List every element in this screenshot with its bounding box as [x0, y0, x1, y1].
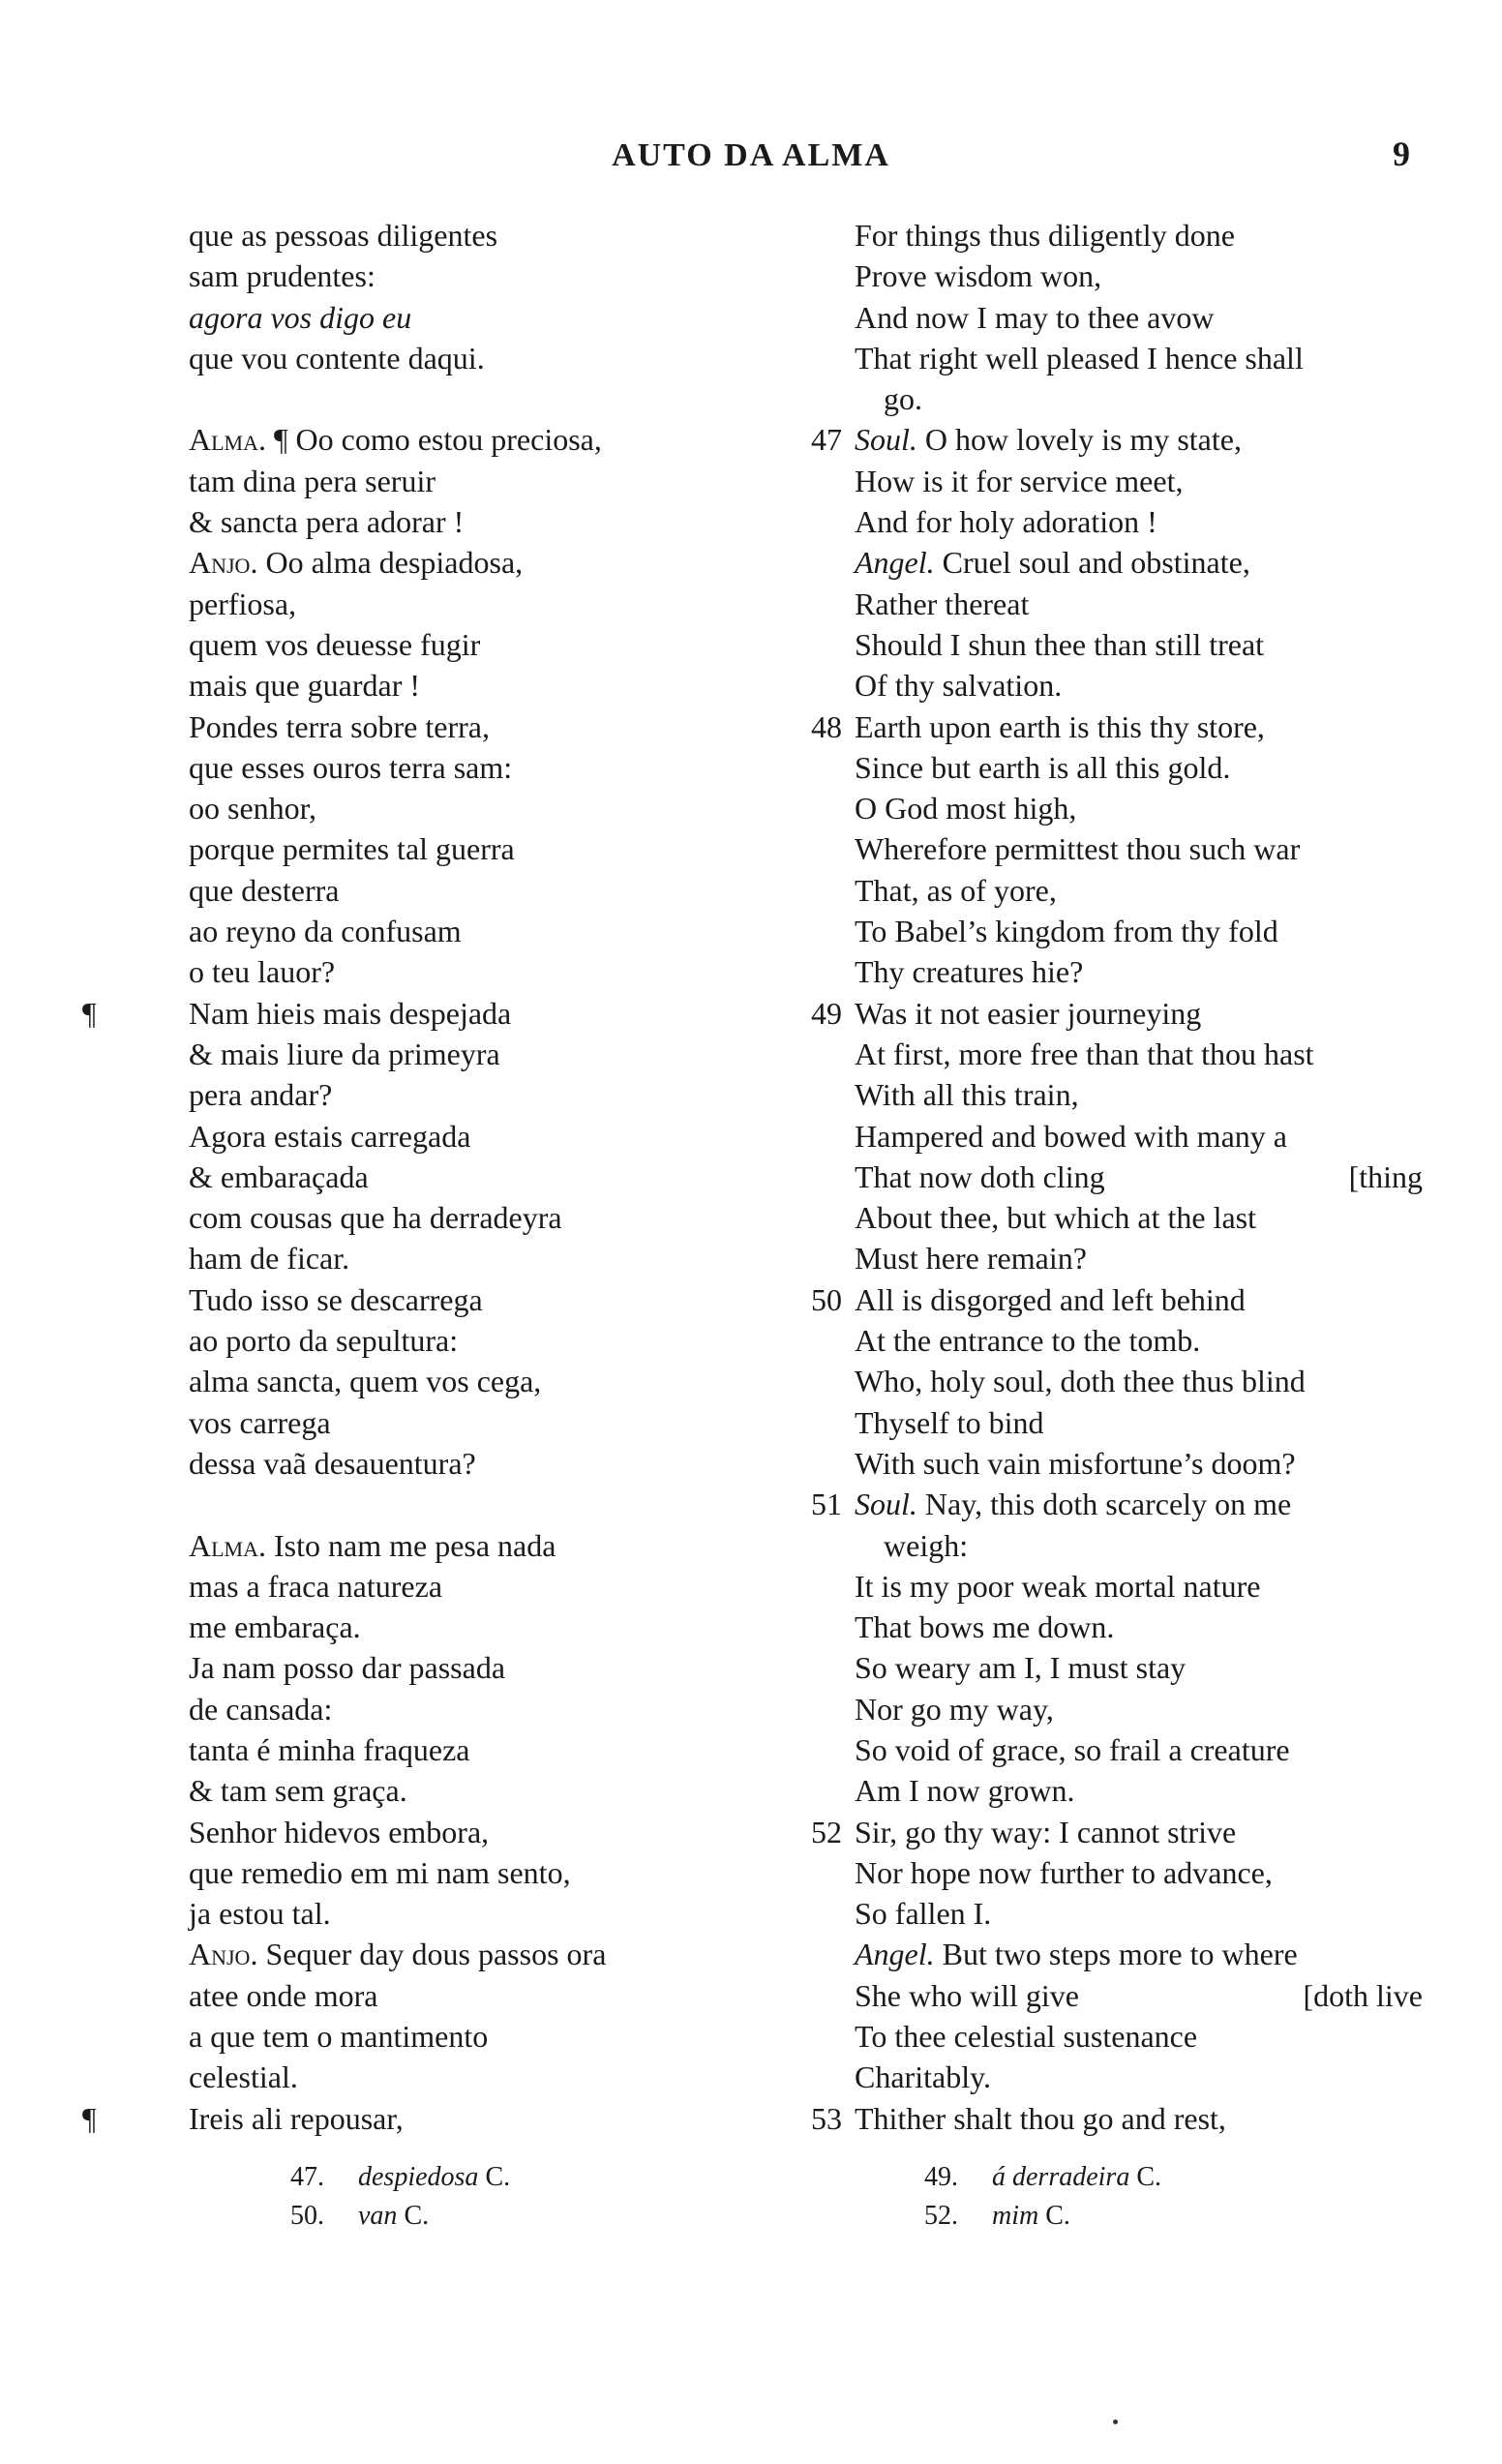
verse-text: She who will give — [855, 1977, 1079, 2013]
verse-line — [126, 1320, 726, 1361]
verse-line — [126, 1157, 726, 1197]
verse-text: Ja nam posso dar passada — [189, 1650, 506, 1686]
verse-text: That, as of yore, — [855, 872, 1057, 908]
verse-text: And for holy adoration ! — [855, 504, 1157, 540]
verse-text: Must here remain? — [855, 1241, 1087, 1277]
verse-text: alma sancta, quem vos cega, — [189, 1364, 542, 1399]
verse-line — [126, 1361, 726, 1401]
verse-text: & mais liure da primeyra — [189, 1036, 500, 1071]
footnote-number: 49. — [924, 2162, 958, 2192]
verse-text: ham de ficar. — [189, 1241, 350, 1277]
stanza-number: 52 — [811, 1814, 842, 1849]
verse-text: Thy creatures hie? — [855, 954, 1084, 990]
stanza-number: 51 — [811, 1487, 842, 1522]
verse-text: go. — [884, 381, 922, 417]
verse-text: & embaraçada — [189, 1158, 369, 1194]
verse-text: Pondes terra sobre terra, — [189, 708, 490, 744]
bracketed-word: [thing — [1348, 1158, 1423, 1194]
verse-line — [126, 1852, 726, 1893]
footnote — [924, 2158, 1161, 2197]
verse-line — [126, 1607, 726, 1647]
verse-line — [126, 1975, 726, 2016]
verse-line — [782, 1647, 1440, 1688]
verse-text: Charitably. — [855, 2059, 991, 2095]
stanza-number: 47 — [811, 422, 842, 458]
verse-line — [126, 747, 726, 788]
verse-text: Am I now grown. — [855, 1773, 1075, 1809]
verse-text: Was it not easier journeying — [855, 995, 1202, 1031]
verse-text: To Babel’s kingdom from thy fold — [855, 914, 1278, 949]
verse-line — [782, 1402, 1440, 1443]
verse-line — [126, 584, 726, 624]
verse-line — [782, 584, 1440, 624]
speaker-name: Angel. — [855, 545, 935, 581]
verse-line — [782, 378, 1440, 419]
verse-line — [782, 624, 1440, 665]
verse-line — [782, 419, 1440, 460]
verse-text: que remedio em mi nam sento, — [189, 1854, 571, 1890]
verse-text: O God most high, — [855, 791, 1077, 826]
verse-text: pera andar? — [189, 1077, 333, 1113]
verse-text: com cousas que ha derradeyra — [189, 1200, 562, 1236]
verse-text: Agora estais carregada — [189, 1118, 471, 1154]
verse-line — [782, 1361, 1440, 1401]
footnotes-left — [290, 2158, 510, 2236]
verse-line — [782, 1893, 1440, 1934]
verse-text: celestial. — [189, 2059, 298, 2095]
verse-text: tanta é minha fraqueza — [189, 1731, 470, 1767]
speaker-name: Soul. — [855, 1487, 917, 1522]
verse-text: mais que guardar ! — [189, 668, 421, 704]
verse-line — [782, 2016, 1440, 2057]
verse-line — [782, 1484, 1440, 1524]
verse-line — [126, 255, 726, 296]
verse-text: All is disgorged and left behind — [855, 1281, 1246, 1317]
verse-line — [126, 624, 726, 665]
verse-text: Cruel soul and obstinate, — [934, 545, 1250, 581]
verse-text: me embaraça. — [189, 1609, 361, 1645]
verse-line — [126, 1197, 726, 1238]
verse-line — [126, 1525, 726, 1566]
verse-line — [782, 1729, 1440, 1770]
verse-text: oo senhor, — [189, 791, 317, 826]
verse-line — [126, 501, 726, 542]
verse-line — [126, 1934, 726, 1974]
speaker-name: Angel. — [855, 1937, 935, 1972]
verse-line — [782, 501, 1440, 542]
verse-text: At the entrance to the tomb. — [855, 1323, 1201, 1359]
verse-text: ¶ Oo como estou preciosa, — [266, 422, 602, 458]
verse-text: O how lovely is my state, — [916, 422, 1242, 458]
verse-text: So weary am I, I must stay — [855, 1650, 1187, 1686]
verse-text: agora vos digo eu — [189, 299, 412, 335]
verse-text: Nor go my way, — [855, 1691, 1054, 1727]
verse-line — [126, 951, 726, 992]
verse-text: Who, holy soul, doth thee thus blind — [855, 1364, 1306, 1399]
verse-line — [126, 1074, 726, 1115]
verse-text: atee onde mora — [189, 1977, 378, 2013]
verse-text: Of thy salvation. — [855, 668, 1063, 704]
verse-text: porque permites tal guerra — [189, 831, 515, 867]
verse-text: That now doth cling — [855, 1158, 1105, 1194]
verse-line — [782, 1934, 1440, 1974]
verse-line — [782, 1157, 1440, 1197]
verse-line — [126, 706, 726, 747]
speaker-name: Anjo. — [189, 545, 258, 581]
verse-line — [126, 1770, 726, 1811]
verse-text: dessa vaã desauentura? — [189, 1445, 476, 1481]
verse-line — [782, 2098, 1440, 2139]
page-number: 9 — [1393, 135, 1410, 173]
verse-text: Senhor hidevos embora, — [189, 1814, 490, 1849]
verse-line — [782, 747, 1440, 788]
verse-line — [126, 665, 726, 706]
verse-text: & tam sem graça. — [189, 1773, 407, 1809]
speaker-name: Soul. — [855, 422, 917, 458]
verse-line — [782, 1770, 1440, 1811]
verse-text: Sequer day dous passos ora — [257, 1937, 607, 1972]
stanza-number: 50 — [811, 1281, 842, 1317]
verse-line — [782, 665, 1440, 706]
verse-line — [126, 1402, 726, 1443]
verse-text: Prove wisdom won, — [855, 258, 1102, 294]
verse-text: It is my poor weak mortal nature — [855, 1568, 1261, 1604]
verse-line — [782, 1975, 1440, 2016]
verse-text: Nam hieis mais despejada — [189, 995, 512, 1031]
verse-line — [126, 1566, 726, 1607]
verse-line — [782, 1320, 1440, 1361]
stanza-number: 49 — [811, 995, 842, 1031]
verse-line — [126, 461, 726, 501]
verse-text: Oo alma despiadosa, — [257, 545, 524, 581]
verse-line — [782, 951, 1440, 992]
verse-line — [782, 1566, 1440, 1607]
ink-speck — [1113, 2419, 1118, 2424]
verse-text: que vou contente daqui. — [189, 340, 485, 376]
verse-text: And now I may to thee avow — [855, 299, 1215, 335]
verse-text: About thee, but which at the last — [855, 1200, 1257, 1236]
verse-line — [782, 255, 1440, 296]
running-title: AUTO DA ALMA — [612, 137, 890, 173]
verse-text: But two steps more to where — [934, 1937, 1298, 1972]
speaker-name: Anjo. — [189, 1937, 258, 1972]
verse-text: a que tem o mantimento — [189, 2019, 489, 2055]
footnote-number: 50. — [290, 2201, 324, 2231]
verse-line — [126, 1729, 726, 1770]
footnote-source: C. — [1136, 2162, 1162, 2192]
verse-line — [126, 1116, 726, 1157]
verse-line — [782, 1116, 1440, 1157]
footnote-variant: á derradeira — [992, 2162, 1130, 2192]
verse-line — [126, 1443, 726, 1484]
verse-text: Nay, this doth scarcely on me — [916, 1487, 1292, 1522]
verse-line — [126, 215, 726, 255]
verse-line — [782, 1812, 1440, 1852]
verse-line — [126, 911, 726, 951]
verse-line — [782, 828, 1440, 869]
portuguese-text-column — [82, 215, 726, 2139]
verse-text: ao porto da sepultura: — [189, 1323, 459, 1359]
footnote — [290, 2197, 510, 2236]
verse-line — [782, 338, 1440, 378]
verse-line — [782, 1852, 1440, 1893]
pilcrow-mark: ¶ — [82, 995, 97, 1031]
verse-line — [782, 1689, 1440, 1729]
verse-line — [126, 2057, 726, 2097]
verse-line — [782, 461, 1440, 501]
verse-line — [126, 297, 726, 338]
verse-line — [126, 419, 726, 460]
speaker-name: Alma. — [189, 1527, 266, 1563]
verse-text: That bows me down. — [855, 1609, 1115, 1645]
verse-text: Tudo isso se descarrega — [189, 1281, 483, 1317]
verse-line — [782, 1197, 1440, 1238]
verse-line — [126, 1647, 726, 1688]
verse-line — [126, 1689, 726, 1729]
verse-text: weigh: — [884, 1527, 969, 1563]
footnote-source: C. — [485, 2162, 511, 2192]
verse-text: Thither shalt thou go and rest, — [855, 2100, 1226, 2136]
verse-text: ao reyno da confusam — [189, 914, 462, 949]
verse-text: Hampered and bowed with many a — [855, 1118, 1287, 1154]
verse-text: Rather thereat — [855, 586, 1030, 621]
verse-line — [126, 828, 726, 869]
footnotes-right — [924, 2158, 1161, 2236]
verse-line — [782, 1074, 1440, 1115]
verse-text: At first, more free than that thou hast — [855, 1036, 1314, 1071]
footnote — [290, 2158, 510, 2197]
verse-text: Nor hope now further to advance, — [855, 1854, 1273, 1890]
verse-text: Ireis ali repousar, — [189, 2100, 404, 2136]
verse-line — [126, 1893, 726, 1934]
verse-line — [782, 1443, 1440, 1484]
verse-text: perfiosa, — [189, 586, 297, 621]
verse-line — [126, 1034, 726, 1074]
verse-line — [126, 1812, 726, 1852]
verse-line — [782, 1238, 1440, 1278]
footnote-variant: van — [358, 2201, 398, 2231]
verse-line — [782, 1279, 1440, 1320]
verse-text: Earth upon earth is this thy store, — [855, 708, 1265, 744]
verse-text: Sir, go thy way: I cannot strive — [855, 1814, 1237, 1849]
footnote — [924, 2197, 1161, 2236]
verse-line — [126, 788, 726, 828]
verse-text: & sancta pera adorar ! — [189, 504, 465, 540]
verse-line — [782, 706, 1440, 747]
verse-text: mas a fraca natureza — [189, 1568, 443, 1604]
verse-text: How is it for service meet, — [855, 463, 1184, 498]
pilcrow-mark: ¶ — [82, 2100, 97, 2136]
verse-text: To thee celestial sustenance — [855, 2019, 1198, 2055]
footnote-source: C. — [404, 2201, 430, 2231]
verse-text: For things thus diligently done — [855, 218, 1235, 253]
verse-text: Should I shun thee than still treat — [855, 626, 1265, 662]
verse-text: sam prudentes: — [189, 258, 376, 294]
bracketed-word: [doth live — [1303, 1977, 1423, 2013]
verse-text: tam dina pera seruir — [189, 463, 436, 498]
verse-line — [782, 1525, 1440, 1566]
verse-line — [782, 297, 1440, 338]
verse-line — [126, 2016, 726, 2057]
verse-text: With such vain misfortune’s doom? — [855, 1445, 1296, 1481]
verse-line — [126, 1279, 726, 1320]
verse-text: So fallen I. — [855, 1896, 992, 1932]
verse-line — [126, 542, 726, 583]
verse-text: de cansada: — [189, 1691, 333, 1727]
verse-text: Since but earth is all this gold. — [855, 749, 1231, 785]
verse-line — [782, 542, 1440, 583]
stanza-number: 48 — [811, 708, 842, 744]
verse-line — [126, 1238, 726, 1278]
stanza-break — [126, 1484, 726, 1524]
verse-text: o teu lauor? — [189, 954, 336, 990]
verse-line — [126, 870, 726, 911]
verse-line — [82, 2098, 726, 2139]
verse-line — [782, 911, 1440, 951]
verse-text: vos carrega — [189, 1404, 331, 1440]
verse-text: So void of grace, so frail a creature — [855, 1731, 1290, 1767]
verse-text: Isto nam me pesa nada — [266, 1527, 556, 1563]
verse-line — [782, 993, 1440, 1034]
footnote-variant: despiedosa — [358, 2162, 479, 2192]
verse-line — [126, 338, 726, 378]
verse-text: quem vos deuesse fugir — [189, 626, 481, 662]
footnote-source: C. — [1045, 2201, 1070, 2231]
verse-text: ja estou tal. — [189, 1896, 331, 1932]
verse-text: With all this train, — [855, 1077, 1079, 1113]
verse-text: que desterra — [189, 872, 340, 908]
footnote-variant: mim — [992, 2201, 1039, 2231]
stanza-break — [126, 378, 726, 419]
verse-line — [782, 2057, 1440, 2097]
verse-text: que as pessoas diligentes — [189, 218, 498, 253]
verse-text: Thyself to bind — [855, 1404, 1044, 1440]
verse-line — [782, 1034, 1440, 1074]
footnote-number: 47. — [290, 2162, 324, 2192]
speaker-name: Alma. — [189, 422, 266, 458]
verse-line — [782, 215, 1440, 255]
verse-line — [82, 993, 726, 1034]
verse-text: Wherefore permittest thou such war — [855, 831, 1301, 867]
footnote-number: 52. — [924, 2201, 958, 2231]
verse-line — [782, 1607, 1440, 1647]
verse-text: que esses ouros terra sam: — [189, 749, 513, 785]
verse-text: That right well pleased I hence shall — [855, 340, 1304, 376]
verse-line — [782, 788, 1440, 828]
stanza-number: 53 — [811, 2100, 842, 2136]
verse-line — [782, 870, 1440, 911]
english-translation-column — [782, 215, 1440, 2139]
